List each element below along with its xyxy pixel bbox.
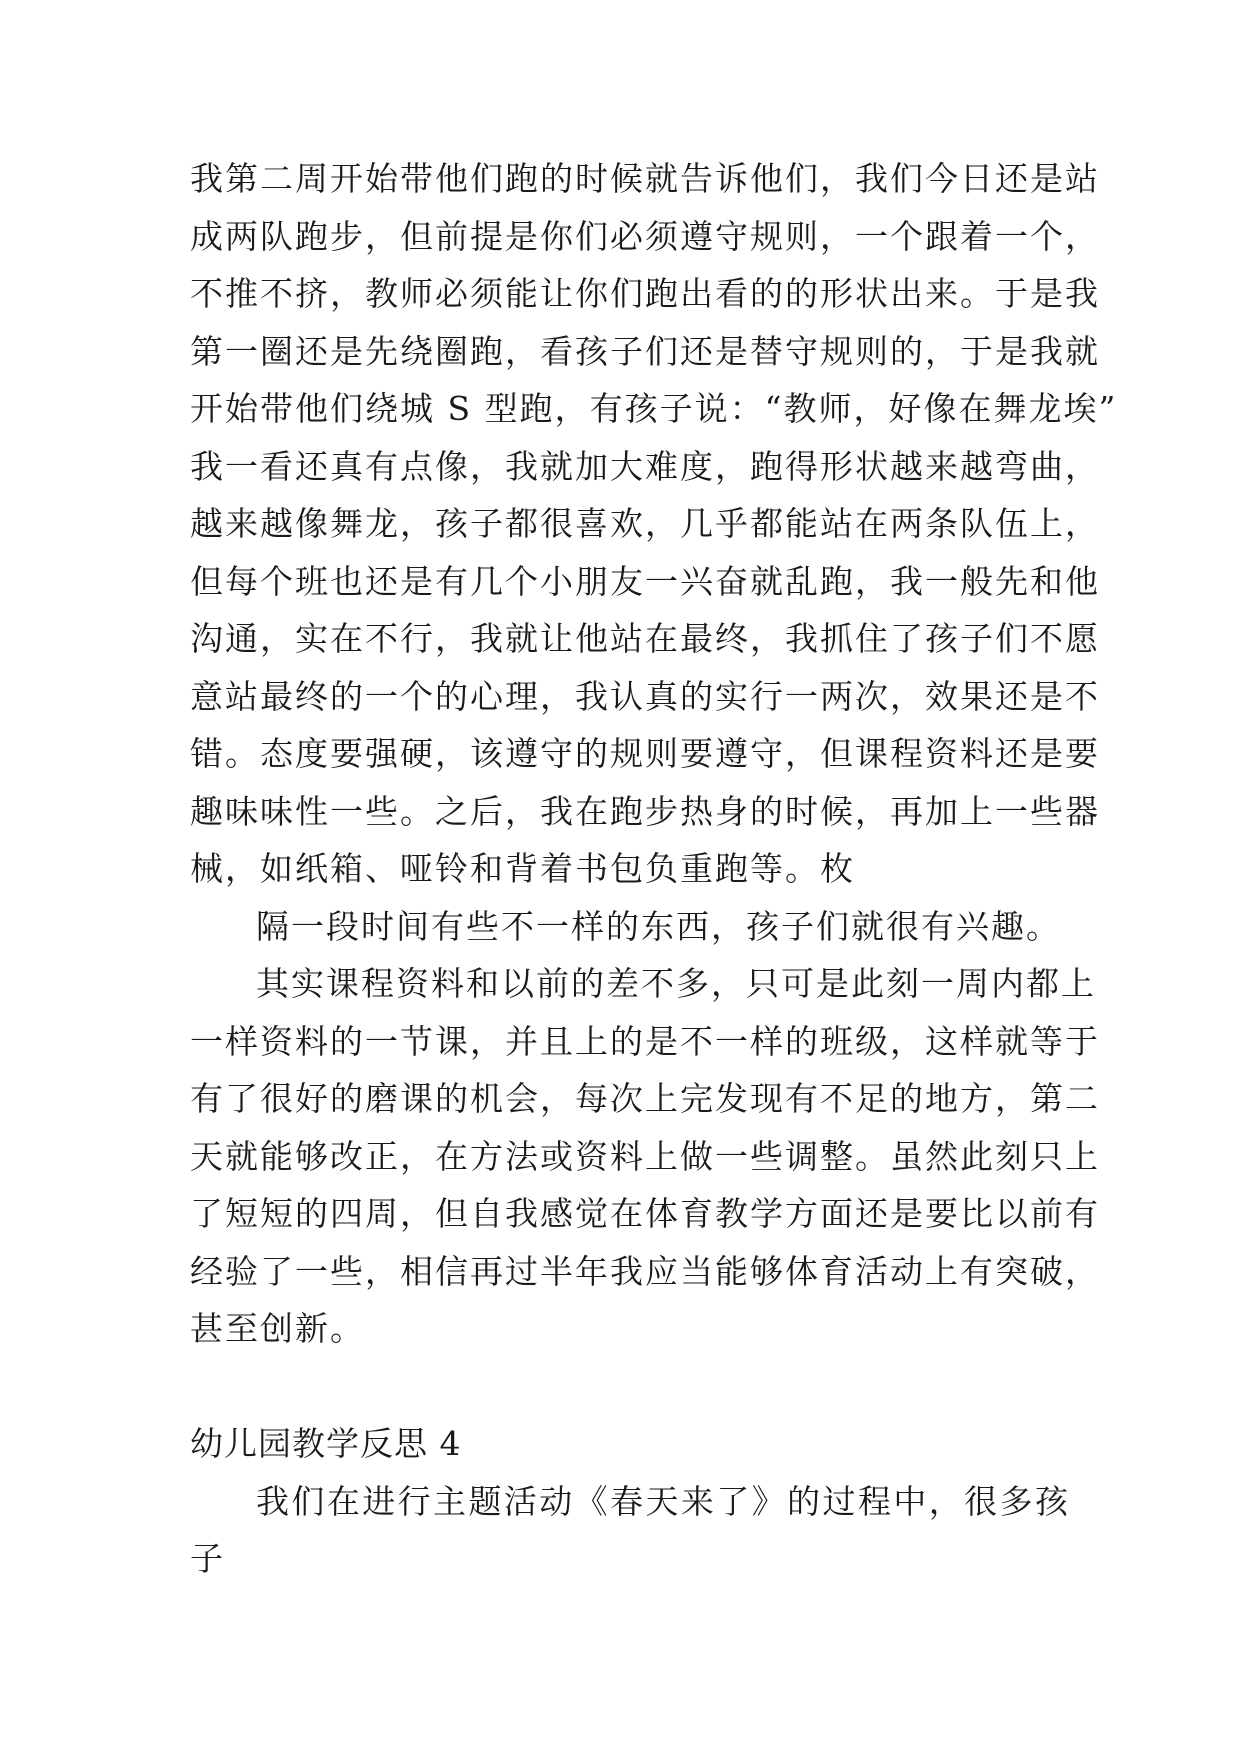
text-line: 我一看还真有点像，我就加大难度，跑得形状越来越弯曲， [190, 446, 1100, 486]
text-line: 错。态度要强硬，该遵守的规则要遵守，但课程资料还是要 [190, 734, 1100, 773]
paragraph-running-rules [190, 150, 1118, 898]
text-line: 有了很好的磨课的机会，每次上完发现有不足的地方，第二 [190, 1079, 1100, 1118]
text-line: 越来越像舞龙，孩子都很喜欢，几乎都能站在两条队伍上， [190, 504, 1100, 543]
text-line: 开始带他们绕城 S 型跑，有孩子说：“教师，好像在舞龙埃” [190, 389, 1118, 428]
text-line: 了短短的四周，但自我感觉在体育教学方面还是要比以前有 [190, 1194, 1100, 1233]
text-line: 其实课程资料和以前的差不多，只可是此刻一周内都上 [256, 964, 1096, 1003]
document-body [190, 150, 1118, 1588]
text-line: 成两队跑步，但前提是你们必须遵守规则，一个跟着一个， [190, 216, 1100, 256]
text-line: 沟通，实在不行，我就让他站在最终，我抓住了孩子们不愿 [190, 619, 1100, 658]
section-heading: 幼儿园教学反思 4 [190, 1424, 462, 1463]
paragraph-interest: 隔一段时间有些不一样的东西，孩子们就很有兴趣。 [256, 906, 1061, 946]
text-line: 我第二周开始带他们跑的时候就告诉他们，我们今日还是站 [190, 159, 1100, 198]
text-line: 但每个班也还是有几个小朋友一兴奋就乱跑，我一般先和他 [190, 561, 1100, 601]
paragraph-spring-theme: 我们在进行主题活动《春天来了》的过程中，很多孩子 [190, 1481, 1070, 1578]
text-line: 第一圈还是先绕圈跑，看孩子们还是替守规则的，于是我就 [190, 331, 1100, 371]
text-line: 意站最终的一个的心理，我认真的实行一两次，效果还是不 [190, 676, 1100, 716]
text-line: 甚至创新。 [190, 1309, 365, 1348]
text-line: 经验了一些，相信再过半年我应当能够体育活动上有突破， [190, 1251, 1100, 1291]
text-line: 不推不挤，教师必须能让你们跑出看的的形状出来。于是我 [190, 274, 1100, 313]
paragraph-course-content [190, 955, 1100, 1358]
section-spacer [190, 1358, 1070, 1416]
text-line: 天就能够改正，在方法或资料上做一些调整。虽然此刻只上 [190, 1136, 1100, 1176]
text-line: 械，如纸箱、哑铃和背着书包负重跑等。枚 [190, 849, 855, 888]
text-line: 趣味味性一些。之后，我在跑步热身的时候，再加上一些器 [190, 791, 1100, 831]
text-line: 一样资料的一节课，并且上的是不一样的班级，这样就等于 [190, 1021, 1100, 1061]
